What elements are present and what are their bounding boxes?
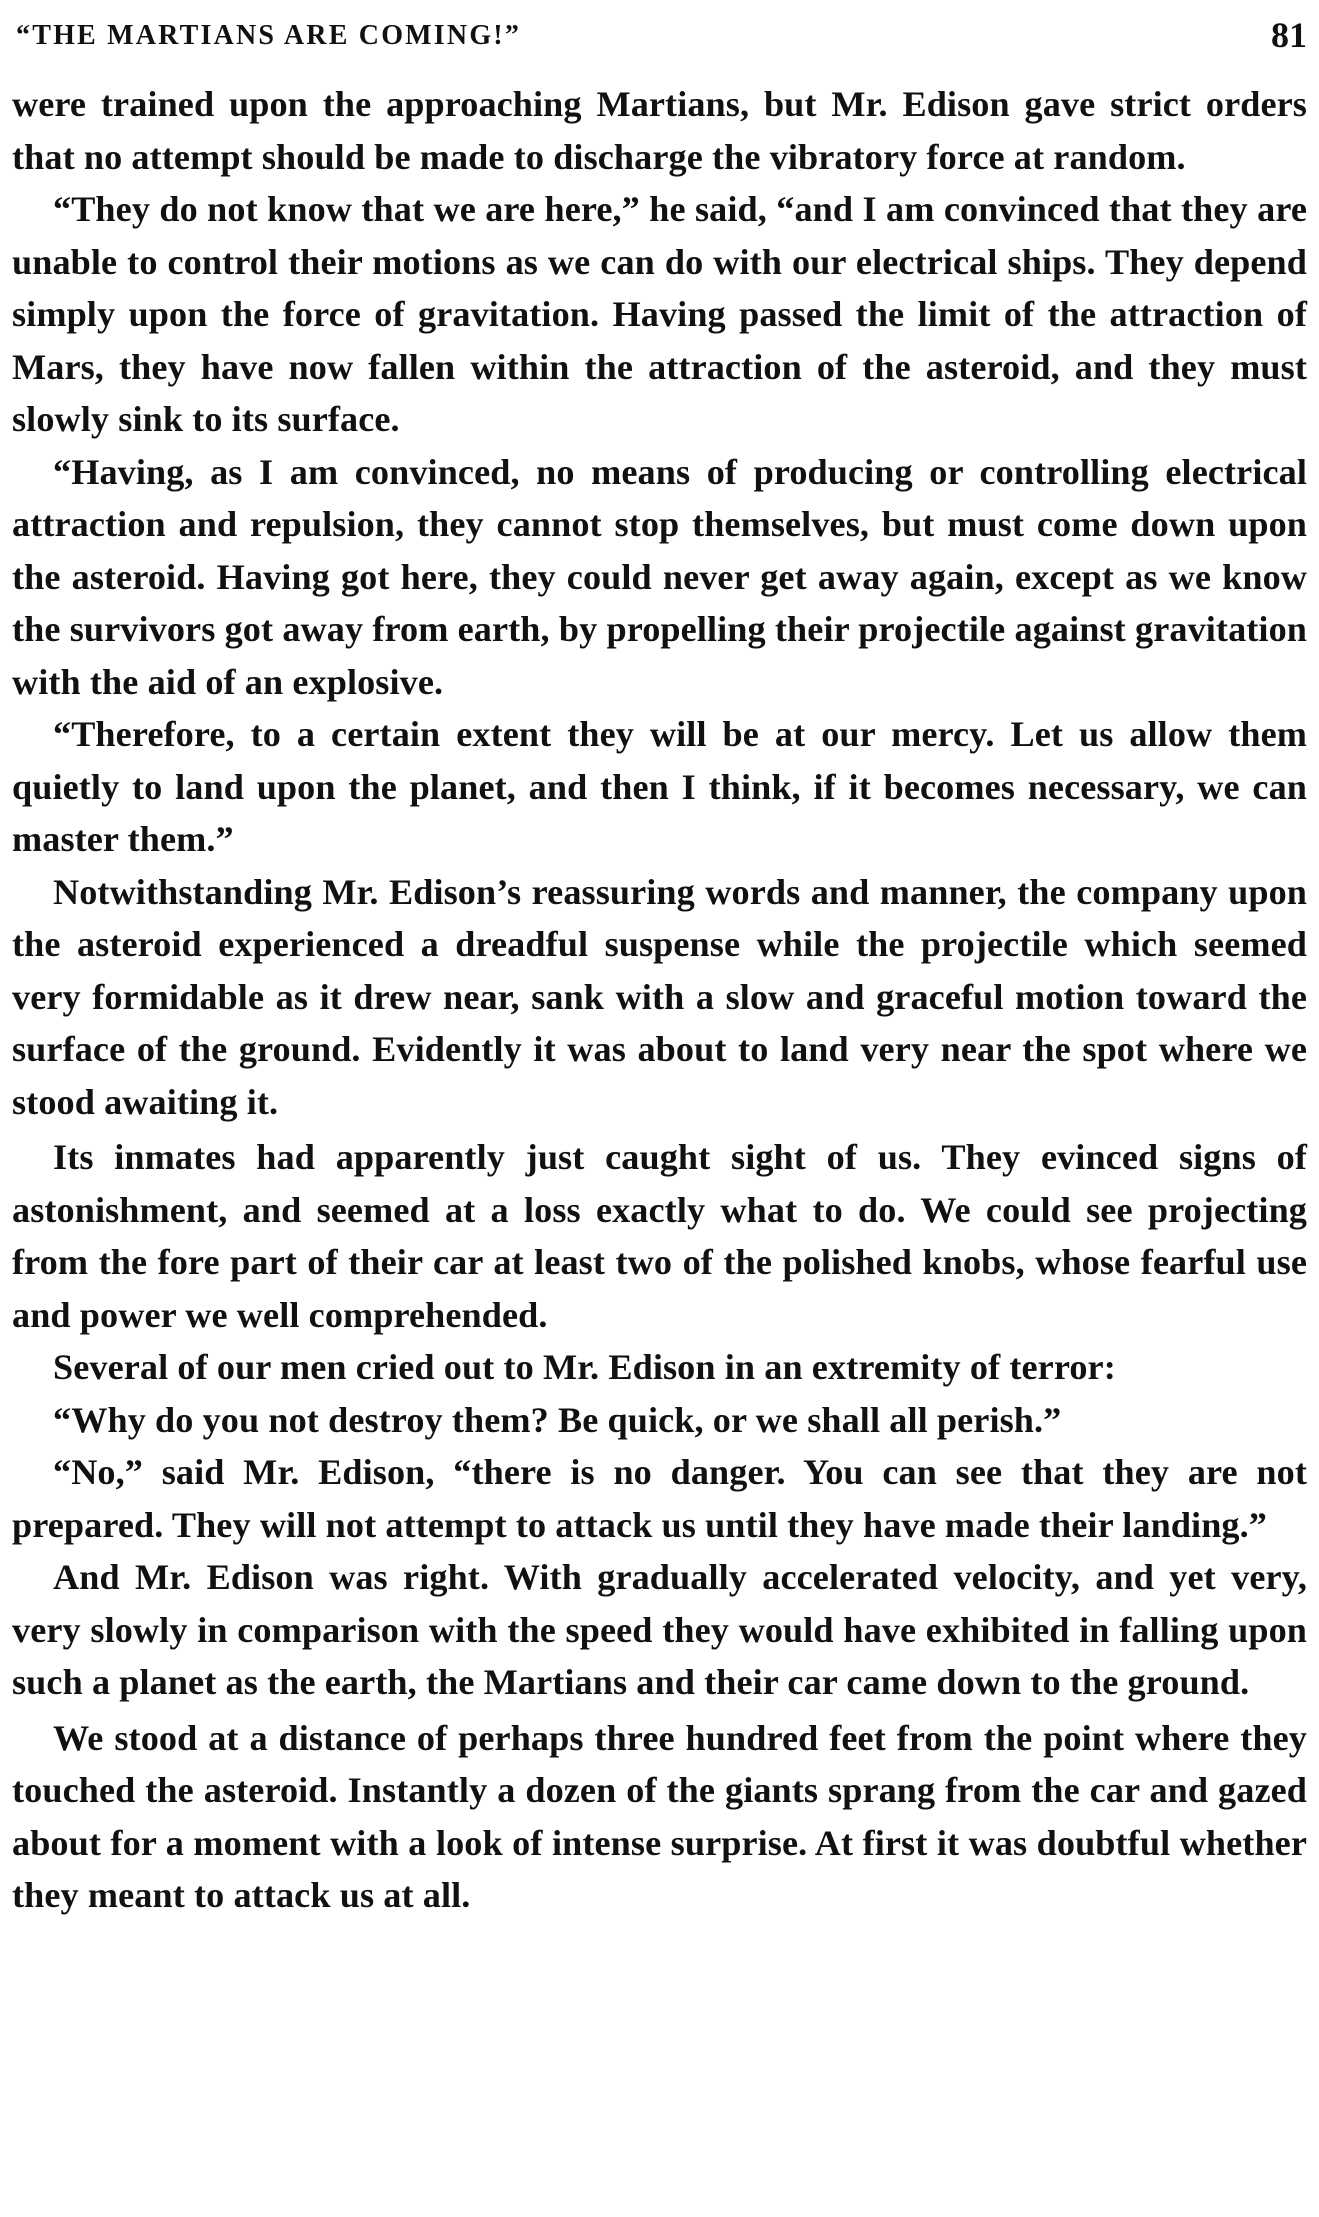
paragraph-2: “They do not know that we are here,” he said, “and I am convinced that they are unable to control their motions as we can do with our electrical ships. They depend simply upon the force of gravitation. Having passed the limit of the attraction of Mars, they have now fallen within the attraction of the asteroid, and they must slowly sink to its surface.	[12, 189, 1307, 439]
paragraph-11: We stood at a distance of perhaps three hundred feet from the point where they touched the asteroid. Instantly a dozen of the giants sprang from the car and gazed about for a moment with a look of intense surprise. At first it was doubtful whether they meant to attack us at all.	[12, 1717, 1307, 1915]
body-text	[12, 78, 1307, 1922]
paragraph-7: Several of our men cried out to Mr. Edison in an extremity of terror:	[53, 1347, 1116, 1387]
paragraph-10: And Mr. Edison was right. With gradually accelerated velocity, and yet very, very slowly in comparison with the speed they would have exhibited in falling upon such a planet as the earth, the Martians and their car came down to the ground.	[12, 1557, 1307, 1702]
paragraph-8: “Why do you not destroy them? Be quick, or we shall all perish.”	[53, 1399, 1062, 1440]
paragraph-4: “Therefore, to a certain extent they will be at our mercy. Let us allow them quietly to land upon the planet, and then I think, if it becomes necessary, we can master them.”	[12, 714, 1307, 859]
paragraph-1: were trained upon the approaching Martians, but Mr. Edison gave strict orders that no attempt should be made to discharge the vibratory force at random.	[12, 84, 1307, 177]
running-header	[12, 0, 1307, 78]
page-number: 81	[1271, 15, 1307, 55]
paragraph-9: “No,” said Mr. Edison, “there is no danger. You can see that they are not prepared. They will not attempt to attack us until they have made their landing.”	[12, 1452, 1307, 1545]
paragraph-3: “Having, as I am convinced, no means of producing or controlling electrical attraction and repulsion, they cannot stop themselves, but must come down upon the asteroid. Having got here, they could never get away again, except as we know the survivors got away from earth, by propelling their projectile against gravitation with the aid of an explosive.	[12, 451, 1307, 702]
book-page	[12, 0, 1307, 1922]
paragraph-5: Notwithstanding Mr. Edison’s reassuring words and manner, the company upon the asteroid experienced a dreadful suspense while the projectile which seemed very formidable as it drew near, sank with a slow and graceful motion toward the surface of the ground. Evidently it was about to land very near the spot where we stood awaiting it.	[12, 871, 1307, 1122]
paragraph-6: Its inmates had apparently just caught sight of us. They evinced signs of astonishment, and seemed at a loss exactly what to do. We could see projecting from the fore part of their car at least two of the polished knobs, whose fearful use and power we well comprehended.	[12, 1137, 1307, 1335]
running-title: “THE MARTIANS ARE COMING!”	[16, 20, 522, 51]
